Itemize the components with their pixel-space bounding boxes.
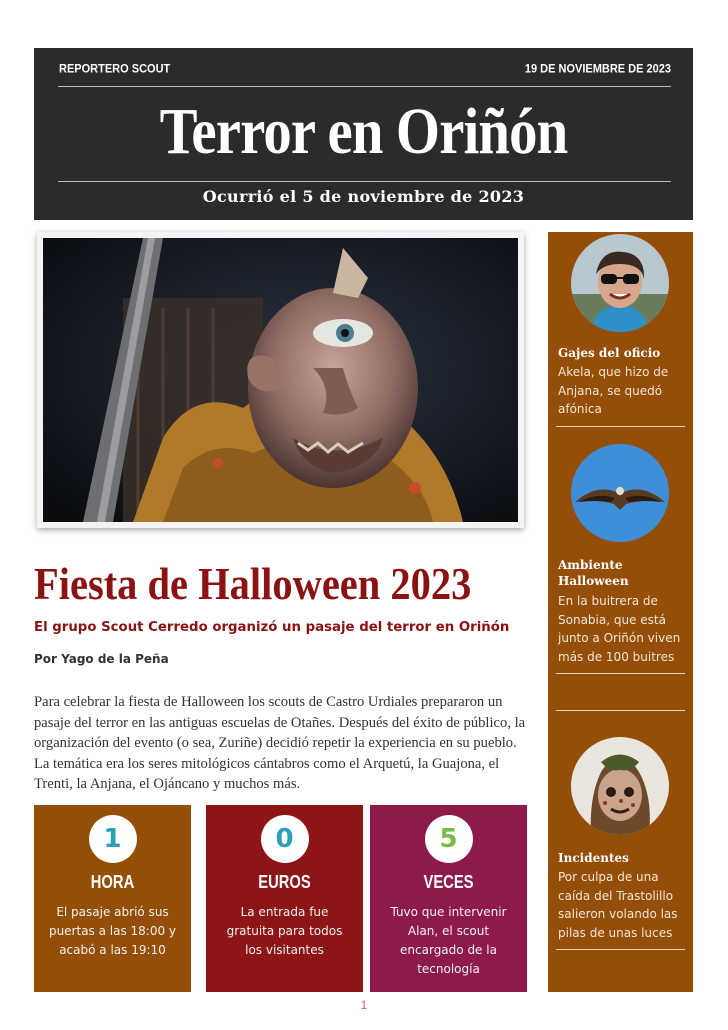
masthead-divider [58,181,671,182]
stat-label: VECES [423,872,474,892]
newspaper-subtitle: Ocurrió el 5 de noviembre de 2023 [202,187,525,206]
sidebar-item-title: Incidentes [558,851,629,865]
sidebar-divider [556,949,685,950]
stat-number: 1 [89,815,137,863]
page-number: 1 [360,998,368,1012]
masthead [34,48,693,220]
issue-date: 19 DE NOVIEMBRE DE 2023 [524,62,671,76]
stat-box-euros [206,805,363,992]
article-subheadline: El grupo Scout Cerredo organizó un pasaje del terror en Oriñón [34,620,510,635]
newspaper-title: Terror en Oriñón [159,95,568,168]
sidebar-item-title: Gajes del oficio [558,346,661,360]
stat-label: HORA [90,872,135,892]
cyclops-mask-photo [43,238,518,522]
trastolillo-photo [571,737,669,835]
stat-box-times [370,805,527,992]
sidebar-item-text: Por culpa de una caída del Trastolillo salieron volando las pilas de unas luces [558,870,678,940]
masthead-divider [58,86,671,87]
stat-number: 5 [425,815,473,863]
sidebar-divider [556,710,685,711]
article-body: Para celebrar la fiesta de Halloween los scouts de Castro Urdiales prepararon un pasaje del terror en las antiguas escuelas de Otañes. Después del éxito de público, la organización del evento (o sea, Zuriñe) decidió repetir la experiencia en su pueblo. La temática era los seres mitológicos cántabros como el Arquetú, la Guajona, el Trenti, la Anjana, el Ojáncano y muchos más. [34,694,526,792]
sidebar-divider [556,426,685,427]
article-byline: Por Yago de la Peña [34,652,169,666]
stat-description: El pasaje abrió sus puertas a las 18:00 y acabó a las 19:10 [48,905,177,957]
sidebar-divider [556,673,685,674]
stat-description: Tuvo que intervenir Alan, el scout encargado de la tecnología [390,905,507,976]
section-label: REPORTERO SCOUT [59,62,171,76]
stat-label: EUROS [258,872,311,892]
sidebar [548,232,693,992]
hero-photo [37,232,524,528]
sidebar-item-text: En la buitrera de Sonabia, que está junto a Oriñón viven más de 100 buitres [558,594,681,664]
akela-photo [571,234,669,332]
stat-description: La entrada fue gratuita para todos los visitantes [226,905,343,957]
article-headline: Fiesta de Halloween 2023 [34,558,472,609]
vulture-photo [571,444,669,542]
stat-box-hours [34,805,191,992]
sidebar-item-text: Akela, que hizo de Anjana, se quedó afónica [558,365,669,416]
stat-number: 0 [261,815,309,863]
sidebar-item-title: Ambiente Halloween [558,558,629,588]
masthead-topline [59,62,671,75]
